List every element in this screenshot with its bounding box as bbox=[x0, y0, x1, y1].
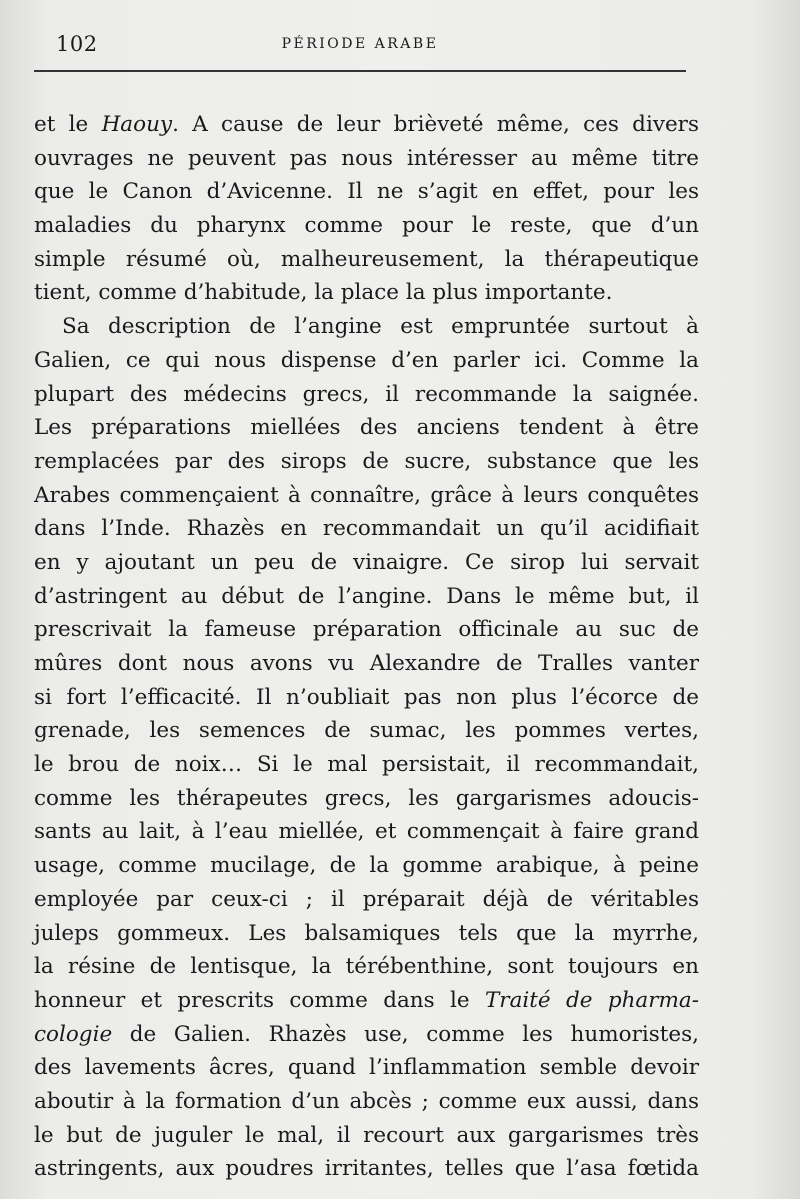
text-line: dans l’Inde. Rhazès en recommandait un qu’il acidifiait bbox=[34, 516, 699, 542]
text-line: employée par ceux-ci ; il préparait déjà de véritables bbox=[34, 886, 699, 912]
text-line: sants au lait, à l’eau miellée, et commençait à faire grand bbox=[34, 819, 699, 845]
text-line: le brou de noix… Si le mal persistait, il recommandait, bbox=[34, 752, 699, 778]
text-line: cologie de Galien. Rhazès use, comme les humoristes, bbox=[34, 1021, 699, 1047]
text-line: d’astringent au début de l’angine. Dans le même but, il bbox=[34, 583, 699, 609]
text-line: grenade, les semences de sumac, les pommes vertes, bbox=[34, 718, 699, 744]
text-line: prescrivait la fameuse préparation officinale au suc de bbox=[34, 617, 699, 643]
text-line: juleps gommeux. Les balsamiques tels que la myrrhe, bbox=[34, 920, 699, 946]
text-line: le but de juguler le mal, il recourt aux gargarismes très bbox=[34, 1122, 699, 1148]
text-line: maladies du pharynx comme pour le reste, que d’un bbox=[34, 213, 699, 239]
page-header bbox=[34, 30, 686, 60]
text-line: la résine de lentisque, la térébenthine, sont toujours en bbox=[34, 954, 699, 980]
italic-title: Traité de pharma- bbox=[484, 987, 699, 1013]
text-line: honneur et prescrits comme dans le Traité de pharma- bbox=[34, 987, 699, 1013]
text-line: simple résumé où, malheureusement, la thérapeutique bbox=[34, 246, 699, 272]
text-line: comme les thérapeutes grecs, les gargarismes adoucis- bbox=[34, 785, 699, 811]
italic-title: cologie bbox=[34, 1021, 113, 1047]
text-line: si fort l’efficacité. Il n’oubliait pas non plus l’écorce de bbox=[34, 684, 699, 710]
text-line: Arabes commençaient à connaître, grâce à leurs conquêtes bbox=[34, 482, 699, 508]
text-line: Les préparations miellées des anciens tendent à être bbox=[34, 415, 699, 441]
text-line: astringents, aux poudres irritantes, telles que l’asa fœtida bbox=[34, 1156, 699, 1182]
text-line: mûres dont nous avons vu Alexandre de Tralles vanter bbox=[34, 651, 699, 676]
text-line: usage, comme mucilage, de la gomme arabique, à peine bbox=[34, 853, 699, 879]
text-line: Sa description de l’angine est empruntée surtout à bbox=[62, 314, 699, 340]
header-rule bbox=[34, 70, 686, 72]
text-line: que le Canon d’Avicenne. Il ne s’agit en effet, pour les bbox=[34, 179, 699, 205]
body-text bbox=[34, 108, 699, 1186]
page-number: 102 bbox=[56, 32, 98, 56]
italic-title: Haouy bbox=[101, 112, 173, 137]
text-line: plupart des médecins grecs, il recommande la saignée. bbox=[34, 381, 699, 407]
text-line: Galien, ce qui nous dispense d’en parler ici. Comme la bbox=[34, 347, 699, 373]
text-line: tient, comme d’habitude, la place la plus importante. bbox=[34, 280, 613, 306]
text-line: remplacées par des sirops de sucre, substance que les bbox=[34, 448, 699, 474]
text-line: en y ajoutant un peu de vinaigre. Ce sirop lui servait bbox=[34, 549, 699, 575]
text-line: aboutir à la formation d’un abcès ; comme eux aussi, dans bbox=[34, 1088, 699, 1114]
text-line: ouvrages ne peuvent pas nous intéresser au même titre bbox=[34, 145, 699, 171]
running-title: PÉRIODE ARABE bbox=[281, 36, 439, 52]
text-line: des lavements âcres, quand l’inflammation semble devoir bbox=[34, 1055, 699, 1081]
text-line: et le Haouy. A cause de leur brièveté même, ces divers bbox=[34, 112, 699, 137]
